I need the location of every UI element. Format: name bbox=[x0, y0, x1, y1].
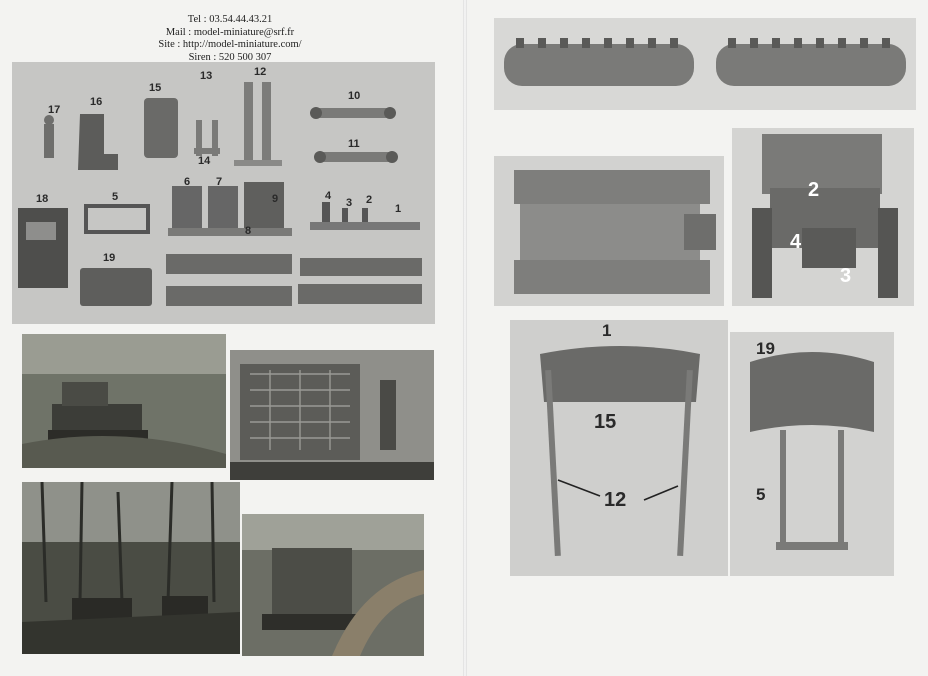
assembly-label-1: 1 bbox=[602, 321, 612, 340]
blade-19-frame-5-photo bbox=[730, 332, 894, 576]
part-label-6: 6 bbox=[184, 176, 191, 188]
assembly-label-5: 5 bbox=[756, 485, 766, 504]
assembly-label-12: 12 bbox=[604, 489, 627, 511]
assembly-label-2: 2 bbox=[808, 179, 820, 201]
part-label-1: 1 bbox=[395, 203, 402, 215]
bulldozer-cab-photo bbox=[230, 350, 434, 480]
part-label-2: 2 bbox=[366, 194, 373, 206]
part-label-4: 4 bbox=[325, 190, 332, 202]
part-label-19: 19 bbox=[103, 252, 116, 264]
assembled-bulldozer-photo bbox=[732, 128, 914, 306]
part-label-5: 5 bbox=[112, 191, 119, 203]
part-label-9: 9 bbox=[272, 193, 279, 205]
bulldozer-field-photo bbox=[22, 334, 226, 468]
part-label-10: 10 bbox=[348, 90, 361, 102]
part-label-3: 3 bbox=[346, 197, 353, 209]
contact-siren: Siren : 520 500 307 bbox=[188, 51, 272, 63]
resin-parts-photo bbox=[12, 62, 435, 324]
part-label-15: 15 bbox=[149, 82, 162, 94]
contact-tel: Tel : 03.54.44.43.21 bbox=[187, 14, 273, 25]
page-gutter bbox=[463, 0, 467, 676]
part-label-14: 14 bbox=[198, 155, 211, 167]
tracked-vehicle-log-photo bbox=[242, 514, 424, 656]
underside-track-photo bbox=[494, 156, 724, 306]
blade-frame-photo bbox=[510, 320, 728, 576]
forest-clearing-photo bbox=[22, 482, 240, 654]
assembly-label-3: 3 bbox=[840, 265, 852, 287]
part-label-11: 11 bbox=[348, 138, 360, 150]
part-label-16: 16 bbox=[90, 96, 103, 108]
part-label-17: 17 bbox=[48, 104, 61, 116]
parts-sprue-image bbox=[12, 62, 435, 324]
part-label-18: 18 bbox=[36, 193, 49, 205]
part-label-13: 13 bbox=[200, 70, 213, 82]
contact-site: Site : http://model-miniature.com/ bbox=[158, 39, 302, 50]
track-units-photo bbox=[494, 18, 916, 110]
part-label-7: 7 bbox=[216, 176, 223, 188]
assembly-label-19: 19 bbox=[756, 339, 775, 358]
contact-mail: Mail : model-miniature@srf.fr bbox=[165, 26, 295, 38]
assembly-label-4: 4 bbox=[790, 231, 802, 253]
contact-header bbox=[120, 14, 340, 64]
assembly-label-15: 15 bbox=[594, 411, 617, 433]
part-label-8: 8 bbox=[245, 225, 252, 237]
part-label-12: 12 bbox=[254, 66, 267, 78]
